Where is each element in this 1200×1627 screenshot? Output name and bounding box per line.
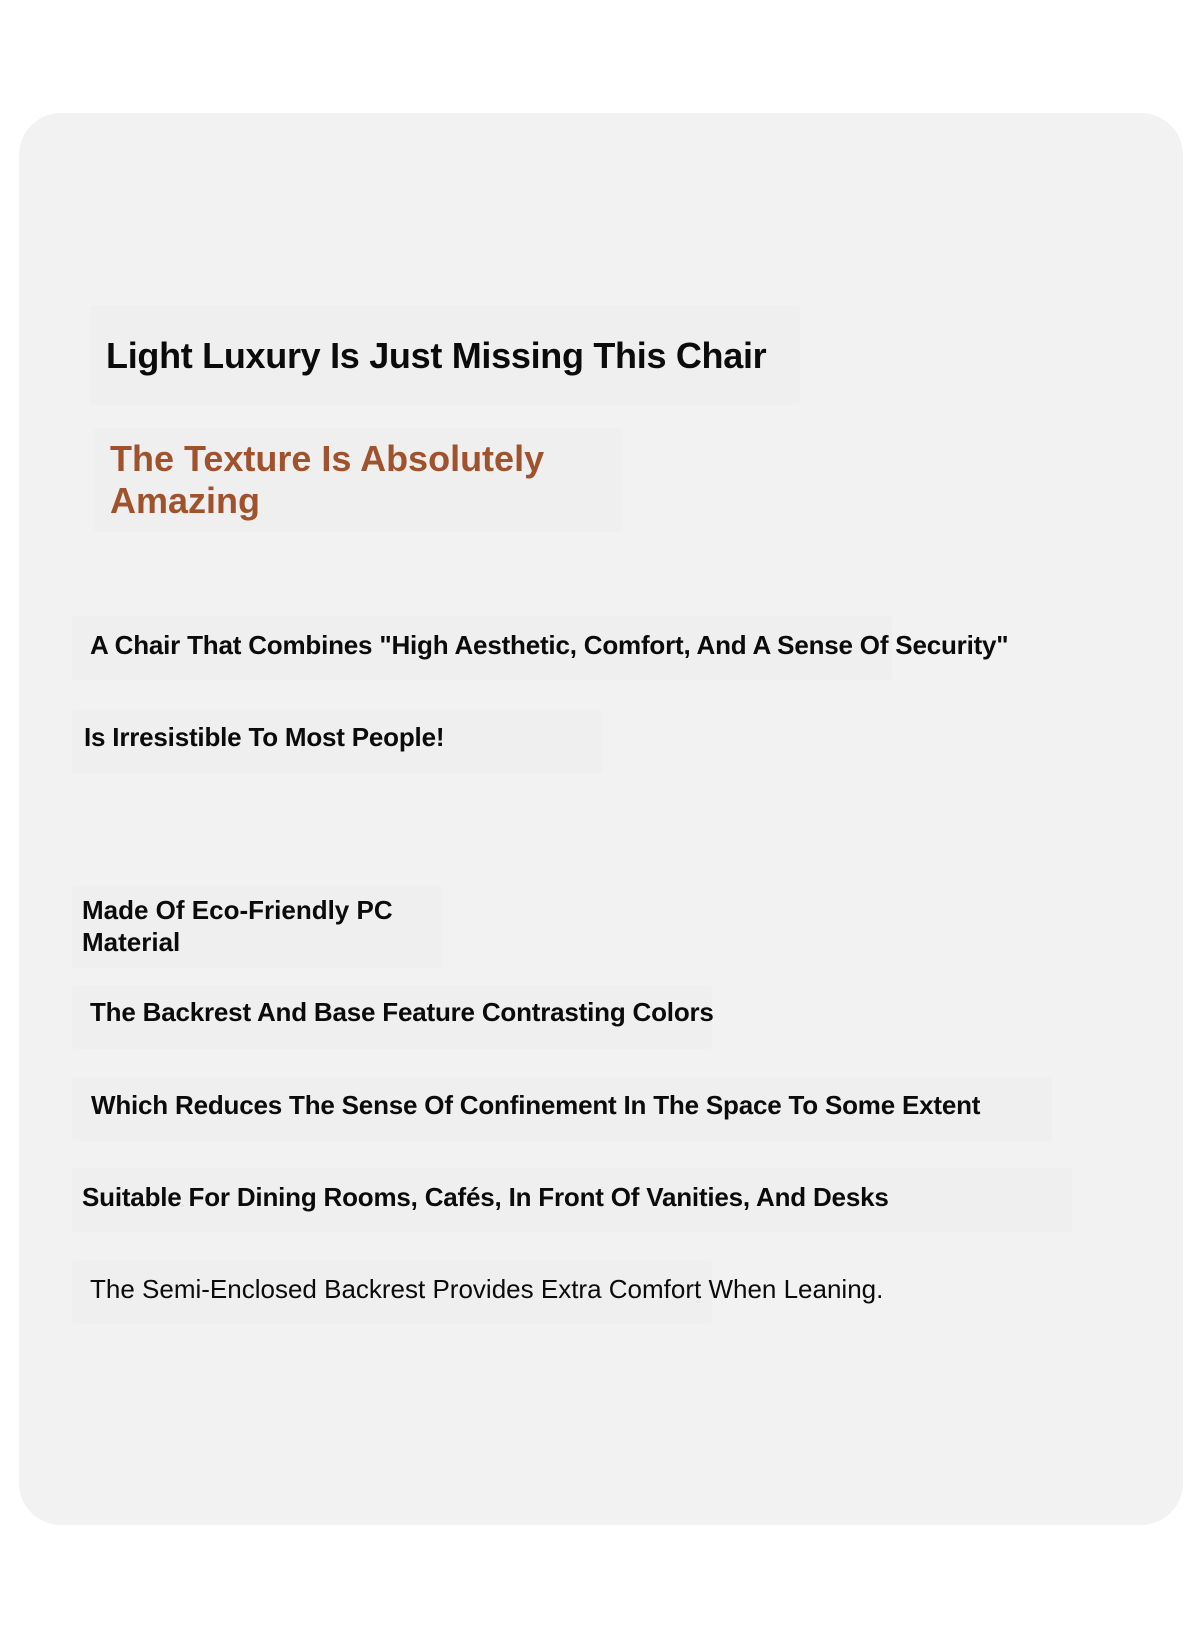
backrest-line: The Semi-Enclosed Backrest Provides Extra Comfort When Leaning. <box>90 1274 884 1304</box>
material-line: Made Of Eco-Friendly PC Material <box>82 895 393 957</box>
subheadline: The Texture Is Absolutely Amazing <box>110 438 545 521</box>
irresistible-line: Is Irresistible To Most People! <box>84 722 445 752</box>
contrast-line: The Backrest And Base Feature Contrasting Colors <box>90 997 714 1027</box>
headline: Light Luxury Is Just Missing This Chair <box>106 335 767 376</box>
combines-line: A Chair That Combines "High Aesthetic, Comfort, And A Sense Of Security" <box>90 630 1009 660</box>
suitable-line: Suitable For Dining Rooms, Cafés, In Front Of Vanities, And Desks <box>82 1182 889 1212</box>
confinement-line: Which Reduces The Sense Of Confinement In The Space To Some Extent <box>91 1090 981 1120</box>
